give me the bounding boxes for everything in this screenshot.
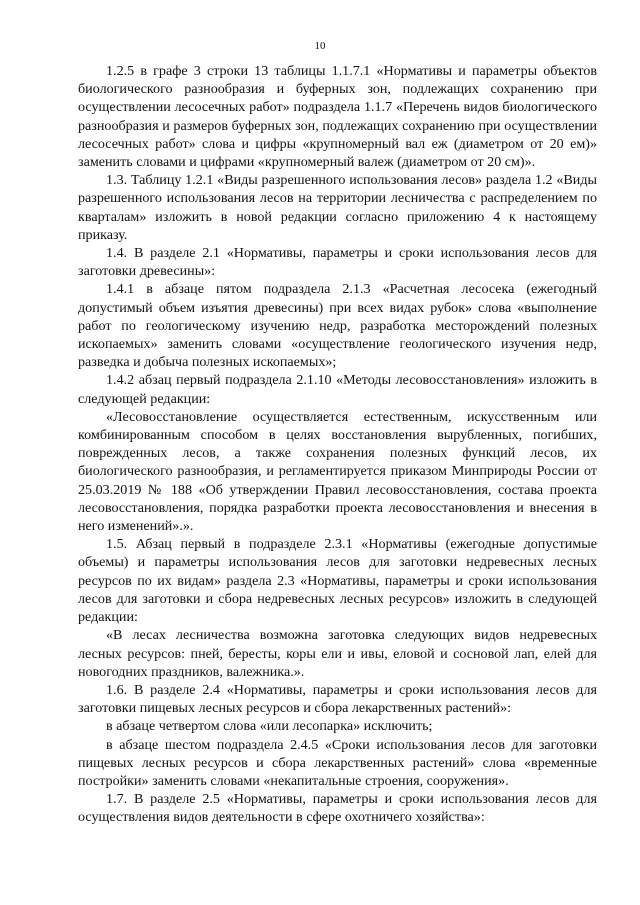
quoted-reforestation-text: «Лесовосстановление осуществляется естественным, искусственным или комбинированным способом в целях восстановления вырубленных, погибших, поврежденных лесов, а также сохранения полезных функций лесов, их биологического разнообразия, и регламентируется приказом Минприроды России от 25.03.2019 № 188 «Об утверждении Правил лесовосстановления, состава проекта лесовосстановления, порядка разработки проекта лесовосстановления и внесения в него изменений».».: [78, 408, 597, 535]
paragraph-1-4: 1.4. В разделе 2.1 «Нормативы, параметры и сроки использования лесов для заготовки древесины»:: [78, 245, 597, 280]
paragraph-1-6-item-2: в абзаце шестом подраздела 2.4.5 «Сроки использования лесов для заготовки пищевых лесных ресурсов и сбора лекарственных растений» слова «временные постройки» заменить словами «некапитальные строения, сооружения».: [78, 736, 597, 789]
paragraph-1-5: 1.5. Абзац первый в подразделе 2.3.1 «Нормативы (ежегодные допустимые объемы) и параметры использования лесов для заготовки недревесных лесных ресурсов по их видам» раздела 2.3 «Нормативы, параметры и сроки использования лесов для заготовки и сбора недревесных лесных ресурсов» изложить в следующей редакции:: [78, 536, 597, 626]
paragraph-1-7: 1.7. В разделе 2.5 «Нормативы, параметры и сроки использования лесов для осуществления видов деятельности в сфере охотничего хозяйства»:: [78, 791, 597, 826]
document-body: [78, 62, 597, 827]
paragraph-1-3: 1.3. Таблицу 1.2.1 «Виды разрешенного использования лесов» раздела 1.2 «Виды разрешенного использования лесов на территории лесничества с распределением по кварталам» изложить в новой редакции согласно приложению 4 к настоящему приказу.: [78, 172, 597, 243]
paragraph-1-4-1: 1.4.1 в абзаце пятом подраздела 2.1.3 «Расчетная лесосека (ежегодный допустимый объем изъятия древесины) при всех видах рубок» слова «выполнение работ по геологическому изучению недр, разработка месторождений полезных ископаемых» заменить словами «осуществление геологического изучения недр, разведка и добыча полезных ископаемых»;: [78, 281, 597, 371]
paragraph-1-6: 1.6. В разделе 2.4 «Нормативы, параметры и сроки использования лесов для заготовки пищевых лесных ресурсов и сбора лекарственных растений»:: [78, 681, 597, 717]
paragraph-1-4-2: 1.4.2 абзац первый подраздела 2.1.10 «Методы лесовосстановления» изложить в следующей редакции:: [78, 372, 597, 407]
page-number: 10: [314, 40, 326, 52]
paragraph-1-2-5: 1.2.5 в графе 3 строки 13 таблицы 1.1.7.1 «Нормативы и параметры объектов биологического разнообразия и буферных зон, подлежащих сохранению при осуществлении лесосечных работ» подраздела 1.1.7 «Перечень видов биологического разнообразия и размеров буферных зон, подлежащих сохранению при осуществлении лесосечных работ» слова и цифры «крупномерный вал еж (диаметром от 20 ем)» заменить словами и цифрами «крупномерный валеж (диаметром от 20 см)».: [78, 63, 597, 171]
quoted-non-timber-resources-text: «В лесах лесничества возможна заготовка следующих видов недревесных лесных ресурсов: пней, бересты, коры ели и ивы, еловой и сосновой лап, елей для новогодних праздников, валежника.».: [78, 627, 597, 680]
paragraph-1-6-item-1: в абзаце четвертом слова «или лесопарка» исключить;: [106, 718, 433, 735]
